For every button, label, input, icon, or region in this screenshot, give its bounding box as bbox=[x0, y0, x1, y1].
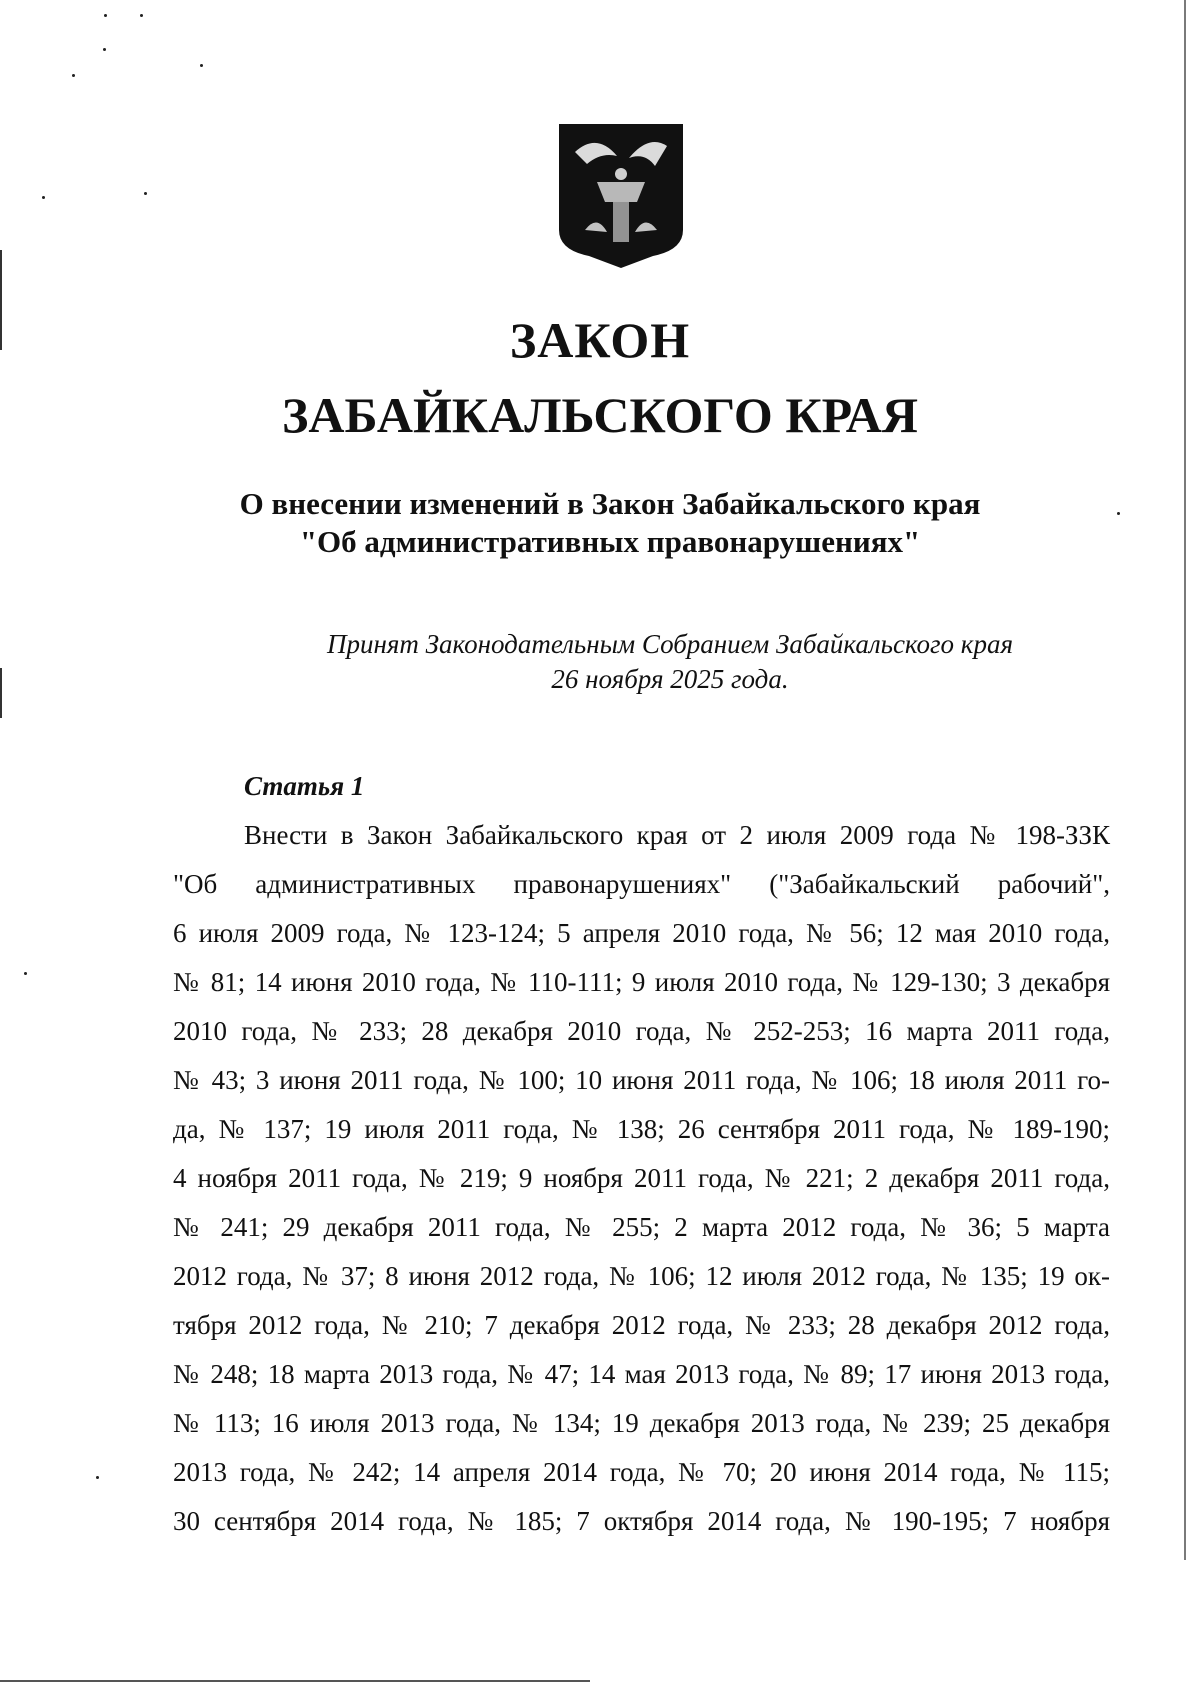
body-text-line: да, № 137; 19 июля 2011 года, № 138; 26 сентября 2011 года, № 189-190; bbox=[173, 1114, 1110, 1144]
document-title: ЗАКОН bbox=[509, 312, 691, 368]
scan-speck bbox=[72, 74, 75, 77]
document-subtitle bbox=[200, 485, 1020, 561]
scan-speck bbox=[140, 14, 143, 17]
scan-speck bbox=[103, 48, 106, 51]
body-text-line: № 248; 18 марта 2013 года, № 47; 14 мая 2013 года, № 89; 17 июня 2013 года, bbox=[173, 1359, 1110, 1389]
scan-speck bbox=[96, 1476, 99, 1479]
adoption-date: 26 ноября 2025 года. bbox=[551, 664, 789, 694]
adoption-line: Принят Законодательным Собранием Забайкальского края bbox=[326, 629, 1013, 659]
adoption-note bbox=[240, 627, 1100, 697]
scan-speck bbox=[24, 972, 27, 975]
scan-speck bbox=[1117, 512, 1120, 515]
subtitle-line: "Об административных правонарушениях" bbox=[299, 524, 921, 559]
body-text-line: Внести в Закон Забайкальского края от 2 июля 2009 года № 198-ЗЗК bbox=[244, 820, 1110, 850]
scan-edge-bottom bbox=[0, 1680, 590, 1682]
article-title: Статья 1 bbox=[244, 771, 365, 801]
body-text-line: тября 2012 года, № 210; 7 декабря 2012 года, № 233; 28 декабря 2012 года, bbox=[173, 1310, 1110, 1340]
scan-speck bbox=[42, 196, 45, 199]
scan-edge bbox=[1184, 0, 1186, 1560]
scan-speck bbox=[104, 14, 107, 17]
body-text-line: 6 июля 2009 года, № 123-124; 5 апреля 2010 года, № 56; 12 мая 2010 года, bbox=[173, 918, 1110, 948]
body-text-line: 30 сентября 2014 года, № 185; 7 октября 2014 года, № 190-195; 7 ноября bbox=[173, 1506, 1110, 1536]
scan-speck bbox=[144, 192, 147, 195]
scan-mark bbox=[0, 668, 2, 718]
body-text-line: 2012 года, № 37; 8 июня 2012 года, № 106; 12 июля 2012 года, № 135; 19 ок- bbox=[173, 1261, 1110, 1291]
coat-of-arms-icon bbox=[557, 122, 685, 268]
scan-speck bbox=[200, 64, 203, 67]
subtitle-line: О внесении изменений в Закон Забайкальского края bbox=[239, 486, 981, 521]
body-text-line: № 81; 14 июня 2010 года, № 110-111; 9 июля 2010 года, № 129-130; 3 декабря bbox=[173, 967, 1110, 997]
body-text-line: № 43; 3 июня 2011 года, № 100; 10 июня 2011 года, № 106; 18 июля 2011 го- bbox=[173, 1065, 1110, 1095]
body-text-line: 4 ноября 2011 года, № 219; 9 ноября 2011 года, № 221; 2 декабря 2011 года, bbox=[173, 1163, 1110, 1193]
document-region: ЗАБАЙКАЛЬСКОГО КРАЯ bbox=[282, 387, 918, 443]
body-text-line: 2013 года, № 242; 14 апреля 2014 года, № 70; 20 июня 2014 года, № 115; bbox=[173, 1457, 1110, 1487]
body-text-line: "Об административных правонарушениях" ("Забайкальский рабочий", bbox=[173, 869, 1110, 899]
body-text-line: 2010 года, № 233; 28 декабря 2010 года, № 252-253; 16 марта 2011 года, bbox=[173, 1016, 1110, 1046]
body-text-line: № 113; 16 июля 2013 года, № 134; 19 декабря 2013 года, № 239; 25 декабря bbox=[173, 1408, 1110, 1438]
body-text-line: № 241; 29 декабря 2011 года, № 255; 2 марта 2012 года, № 36; 5 марта bbox=[173, 1212, 1110, 1242]
